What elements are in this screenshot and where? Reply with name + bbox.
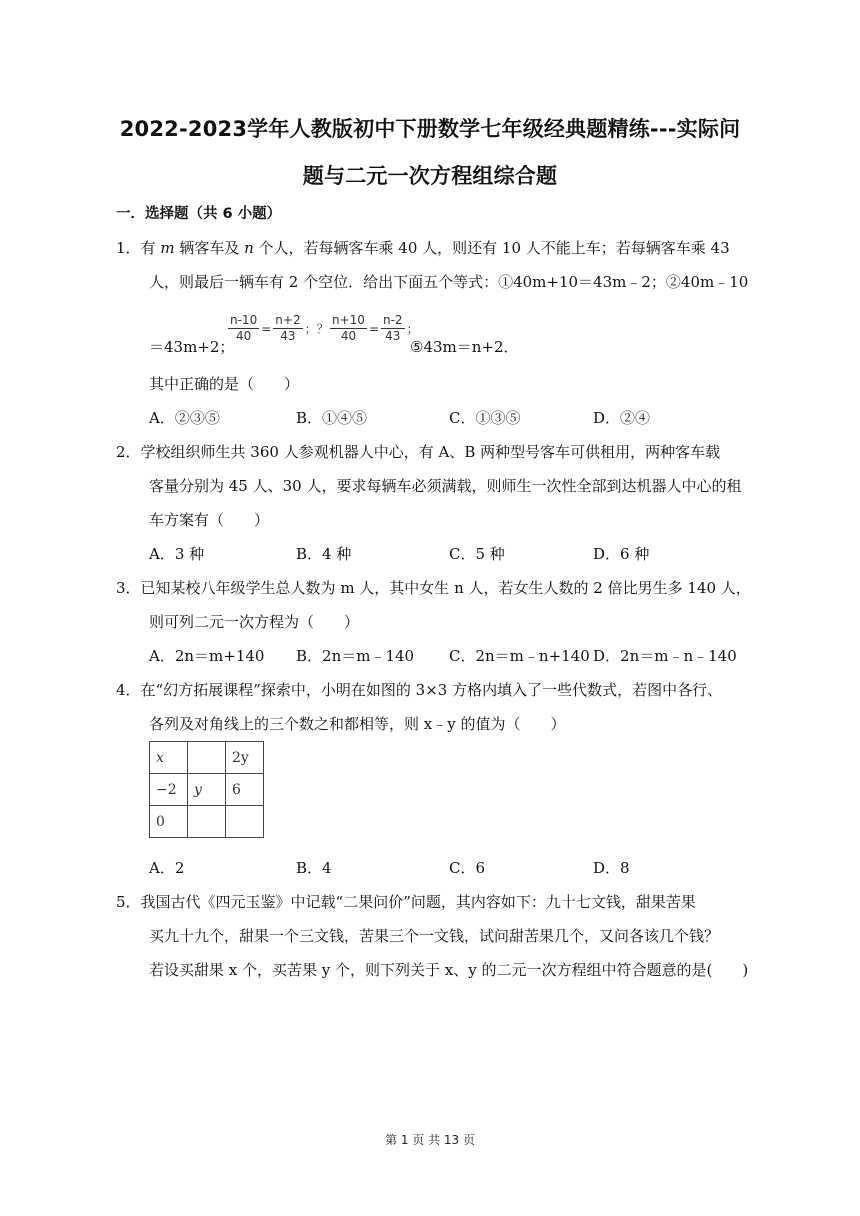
q3-option-a: A．2n＝m+140	[149, 647, 265, 665]
frac2-denominator: 43	[280, 329, 296, 343]
document-title-line-1: 2022-2023学年人教版初中下册数学七年级经典题精练---实际问	[119, 117, 741, 141]
frac1-numerator: n-10	[230, 313, 258, 327]
q3-line-2: 则可列二元一次方程为（ ）	[149, 613, 360, 631]
grid-cell-r2c3: 6	[226, 774, 264, 806]
q2-line-3: 车方案有（ ）	[149, 511, 270, 529]
q5-line-1: 5．我国古代《四元玉鉴》中记载“二果问价”问题，其内容如下：九十七文钱，甜果苦果	[116, 893, 696, 911]
frac2-numerator: n+2	[275, 313, 301, 327]
q5-line-2: 买九十九个，甜果一个三文钱，苦果三个一文钱，试问甜苦果几个，又问各该几个钱？	[149, 927, 720, 945]
page-footer: 第 1 页 共 13 页	[385, 1133, 475, 1147]
q1-line-2: 人，则最后一辆车有 2 个空位．给出下面五个等式：①40m+10＝43m﹣2；②40m﹣10	[149, 273, 749, 291]
q1-semicolon: ；	[406, 322, 419, 336]
frac3-denominator: 40	[340, 329, 357, 343]
grid-cell-r1c3: 2y	[226, 742, 264, 774]
q1-option-d: D．②④	[593, 409, 651, 427]
frac3-numerator: n+10	[332, 313, 365, 327]
frac4-denominator: 43	[385, 329, 401, 343]
grid-cell-r2c1: −2	[150, 774, 188, 806]
q3-option-b: B．2n＝m﹣140	[296, 647, 415, 665]
q4-option-a: A．2	[149, 859, 185, 877]
q3-line-1: 3．已知某校八年级学生总人数为 m 人，其中女生 n 人，若女生人数的 2 倍比男生多 140 人，	[116, 579, 751, 597]
q4-option-c: C．6	[449, 859, 486, 877]
q4-option-b: B．4	[296, 859, 332, 877]
q1-option-b: B．①④⑤	[296, 409, 368, 427]
q5-line-3: 若设买甜果 x 个，买苦果 y 个，则下列关于 x、y 的二元一次方程组中符合题意的是( )	[149, 961, 749, 979]
q1-fraction-equation-4: $\frac{n+10}{40}$ = $\frac{n-2}{43}$ ；	[332, 313, 419, 343]
grid-cell-r1c2	[188, 742, 226, 774]
q1-fraction-equation-3: $\frac{n-10}{40}$ = $\frac{n+2}{43}$ ；？	[230, 313, 329, 343]
grid-cell-r3c1: 0	[150, 806, 188, 838]
frac4-numerator: n-2	[383, 313, 403, 327]
grid-cell-r2c2: y	[188, 774, 226, 806]
section-heading: 一．选择题（共 6 小题）	[116, 206, 282, 222]
q1-separator: ；？	[304, 322, 329, 336]
grid-cell-r1c1: x	[150, 742, 188, 774]
q1-option-c: C．①③⑤	[449, 409, 521, 427]
q3-option-c: C．2n＝m﹣n+140	[449, 647, 590, 665]
frac1-denominator: 40	[235, 329, 252, 343]
magic-square-grid	[149, 741, 264, 838]
q2-option-b: B．4 种	[296, 545, 352, 563]
document-title-line-2: 题与二元一次方程组综合题	[302, 164, 558, 188]
grid-cell-r3c2	[188, 806, 226, 838]
q4-line-1: 4．在“幻方拓展课程”探索中，小明在如图的 3×3 方格内填入了一些代数式，若图中各行、	[116, 681, 723, 699]
q1-option-a: A．②③⑤	[149, 409, 220, 427]
q1-question: 其中正确的是（ ）	[149, 375, 300, 393]
q2-option-c: C．5 种	[449, 545, 505, 563]
q2-option-d: D．6 种	[593, 545, 650, 563]
q1-line-1: 1．有 m 辆客车及 n 个人，若每辆客车乘 40 人，则还有 10 人不能上车；若每辆客车乘 43	[116, 239, 730, 257]
q2-line-1: 2．学校组织师生共 360 人参观机器人中心，有 A、B 两种型号客车可供租用，两种客车载	[116, 443, 721, 461]
q4-line-2: 各列及对角线上的三个数之和都相等，则 x﹣y 的值为（ ）	[149, 715, 566, 733]
q2-option-a: A．3 种	[149, 545, 205, 563]
q2-line-2: 客量分别为 45 人、30 人，要求每辆车必须满载，则师生一次性全部到达机器人中心的租	[149, 477, 742, 495]
grid-cell-r3c3	[226, 806, 264, 838]
q3-option-d: D．2n＝m﹣n﹣140	[593, 647, 737, 665]
q4-option-d: D．8	[593, 859, 630, 877]
q1-line-3a: ＝43m+2；	[149, 338, 235, 356]
q1-line-3b: ⑤43m＝n+2．	[410, 338, 519, 356]
